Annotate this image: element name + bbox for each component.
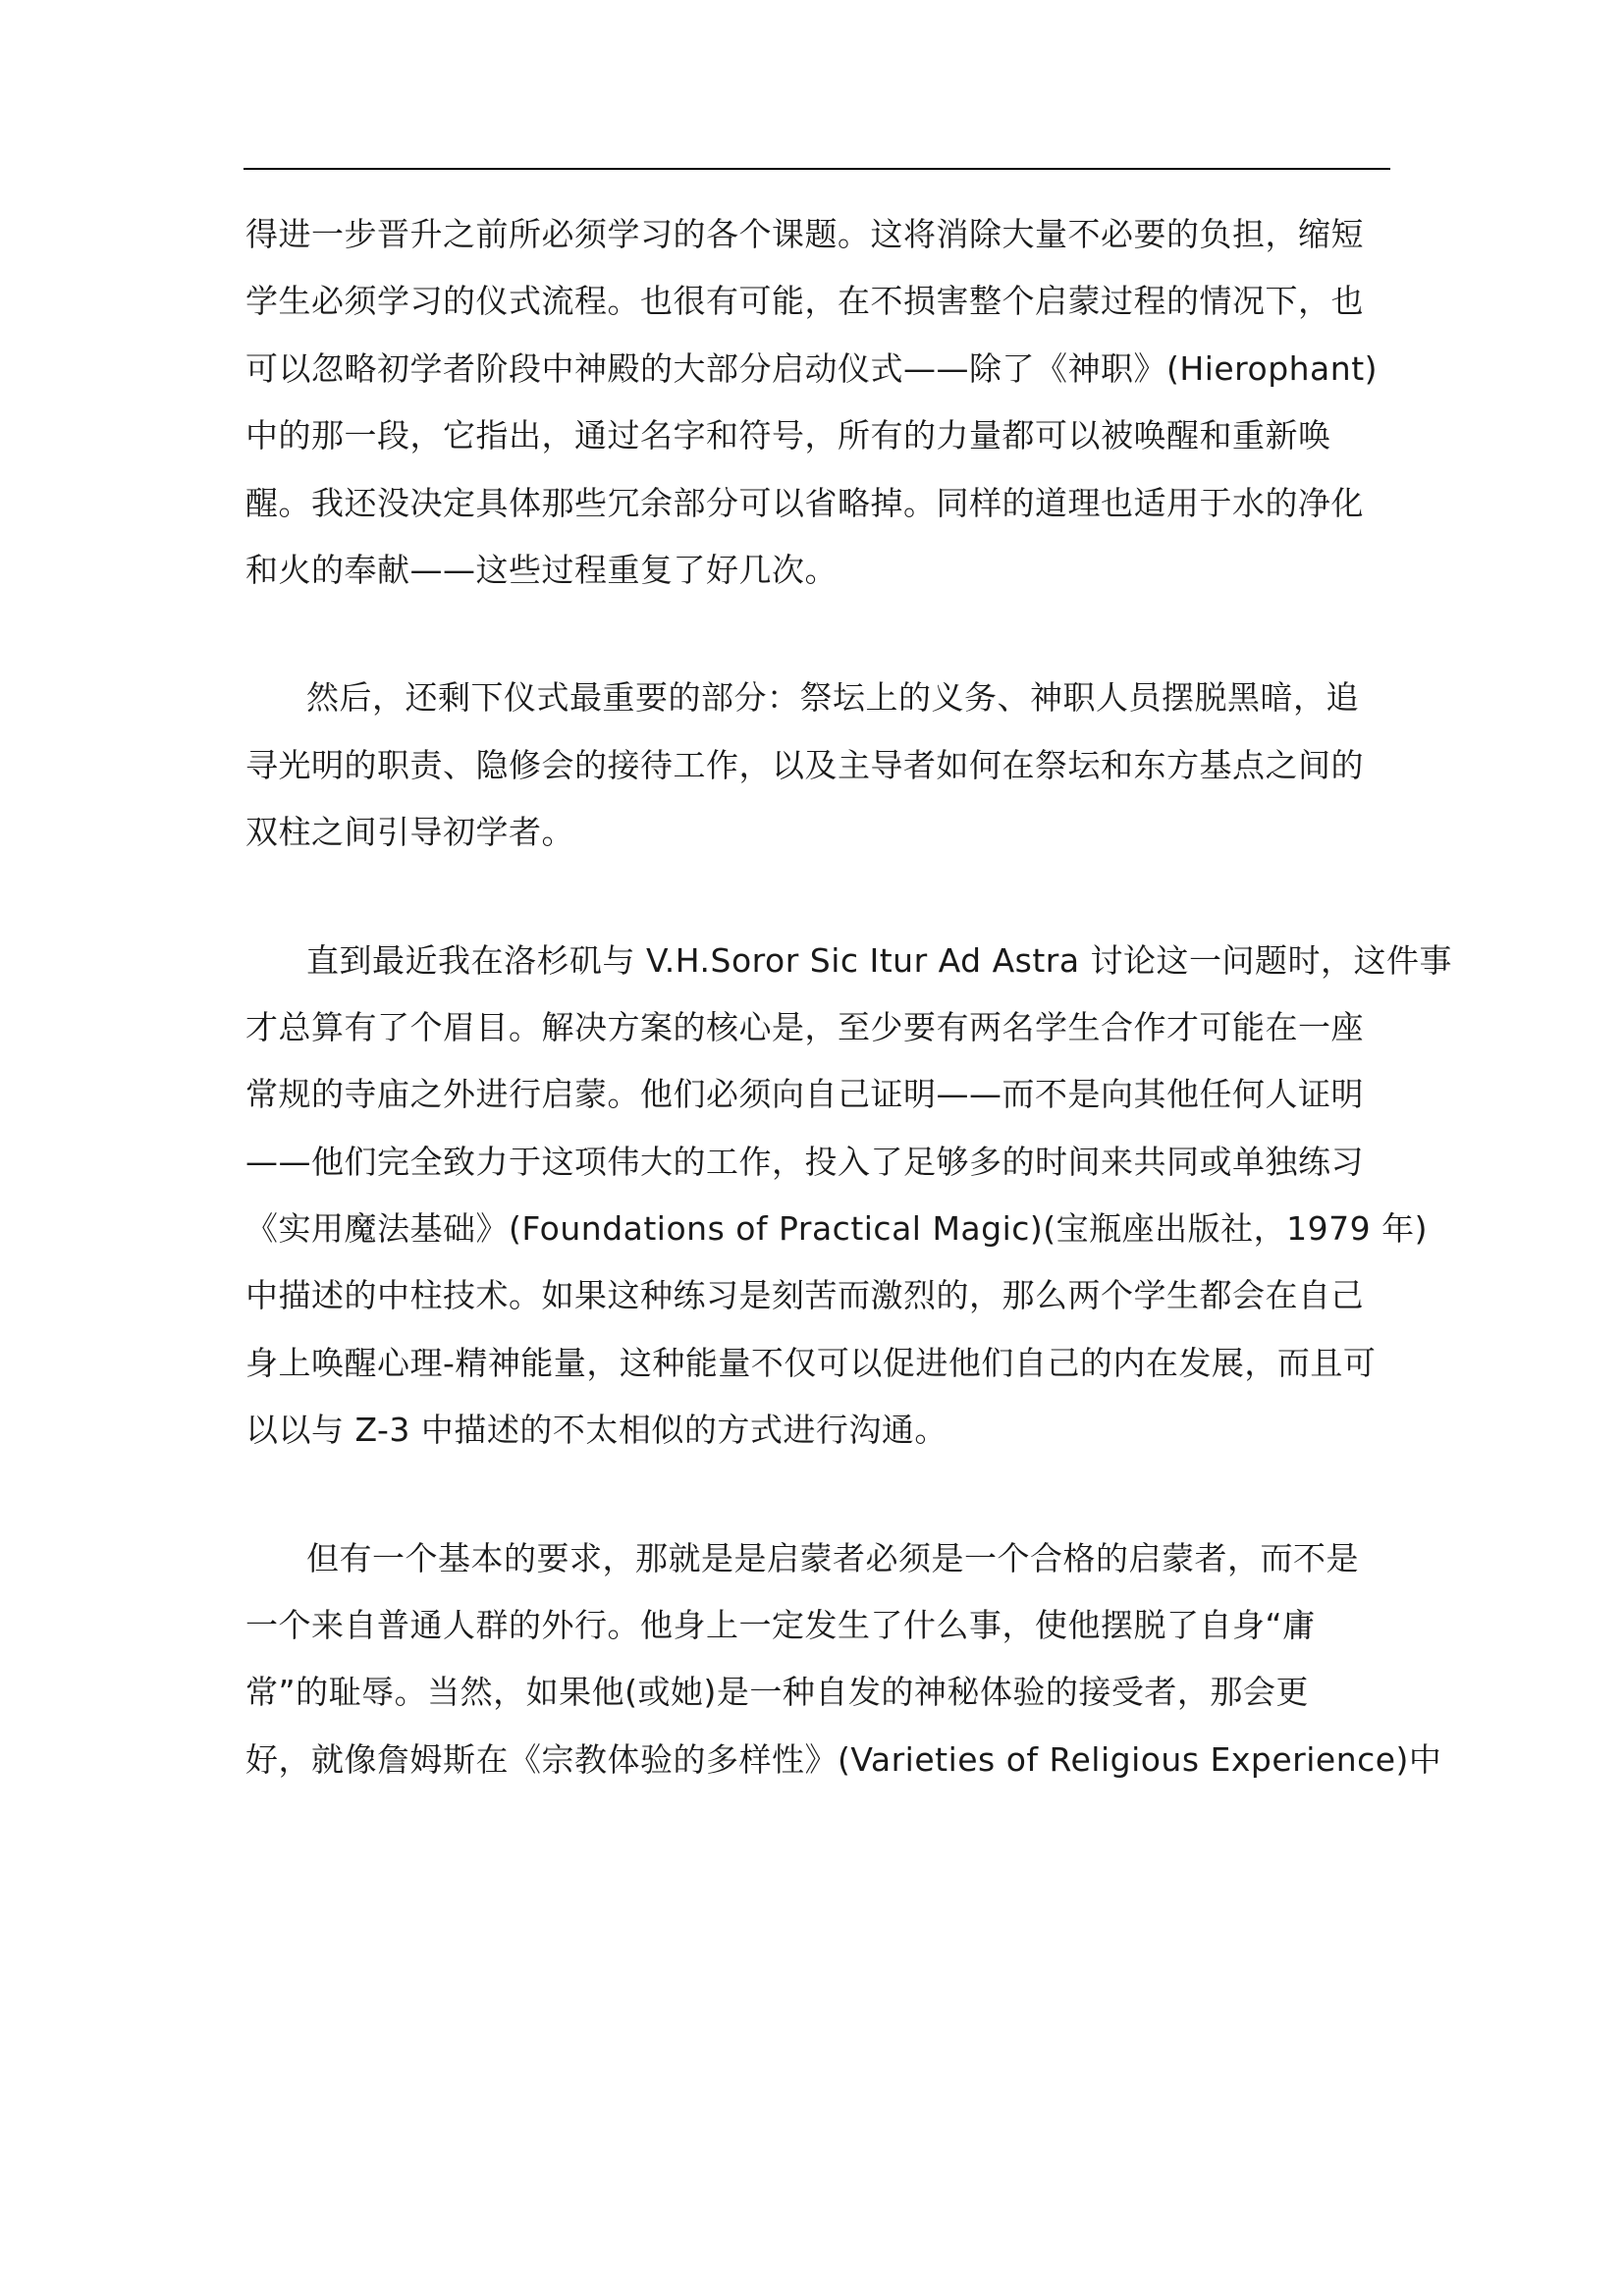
text-line: 中描述的中柱技术。如果这种练习是刻苦而激烈的，那么两个学生都会在自己 [245,1276,1364,1315]
text-line: 醒。我还没决定具体那些冗余部分可以省略掉。同样的道理也适用于水的净化 [245,483,1364,522]
text-line: 得进一步晋升之前所必须学习的各个课题。这将消除大量不必要的负担，缩短 [245,215,1364,253]
text-line: 常规的寺庙之外进行启蒙。他们必须向自己证明——而不是向其他任何人证明 [245,1075,1364,1114]
text-line: 一个来自普通人群的外行。他身上一定发生了什么事，使他摆脱了自身“庸 [245,1606,1316,1645]
text-line: 才总算有了个眉目。解决方案的核心是，至少要有两名学生合作才可能在一座 [245,1007,1364,1046]
paragraph-1 [245,201,1380,604]
paragraph-gap [245,1465,1380,1525]
body-text [245,201,1453,1793]
text-line: 好，就像詹姆斯在《宗教体验的多样性》(Varieties of Religious Experience)中 [245,1739,1442,1779]
paragraph-2 [245,665,1380,866]
paragraph-gap [245,604,1380,665]
text-line: 学生必须学习的仪式流程。也很有可能，在不损害整个启蒙过程的情况下，也 [245,282,1364,321]
text-line: 然后，还剩下仪式最重要的部分：祭坛上的义务、神职人员摆脱黑暗，追 [306,678,1359,718]
text-line: 寻光明的职责、隐修会的接待工作，以及主导者如何在祭坛和东方基点之间的 [245,745,1364,784]
text-line: ——他们完全致力于这项伟大的工作，投入了足够多的时间来共同或单独练习 [245,1142,1364,1181]
paragraph-3 [245,928,1453,1465]
text-line: 但有一个基本的要求，那就是是启蒙者必须是一个合格的启蒙者，而不是 [306,1538,1359,1577]
header-rule [244,168,1390,170]
text-line: 可以忽略初学者阶段中神殿的大部分启动仪式——除了《神职》(Hierophant) [245,348,1379,388]
text-line: 身上唤醒心理-精神能量，这种能量不仅可以促进他们自己的内在发展，而且可 [245,1343,1377,1382]
paragraph-gap [245,867,1380,928]
text-line: 中的那一段，它指出，通过名字和符号，所有的力量都可以被唤醒和重新唤 [245,416,1331,455]
text-line: 《实用魔法基础》(Foundations of Practical Magic)(宝瓶座出版社，1979 年) [245,1209,1428,1249]
text-line: 直到最近我在洛杉矶与 V.H.Soror Sic Itur Ad Astra 讨论这一问题时，这件事 [306,940,1453,980]
text-line: 以以与 Z-3 中描述的不太相似的方式进行沟通。 [245,1411,947,1450]
paragraph-4 [245,1525,1442,1794]
text-line: 常”的耻辱。当然，如果他(或她)是一种自发的神秘体验的接受者，那会更 [245,1673,1309,1712]
text-line: 双柱之间引导初学者。 [245,813,574,852]
text-line: 和火的奉献——这些过程重复了好几次。 [245,550,838,589]
